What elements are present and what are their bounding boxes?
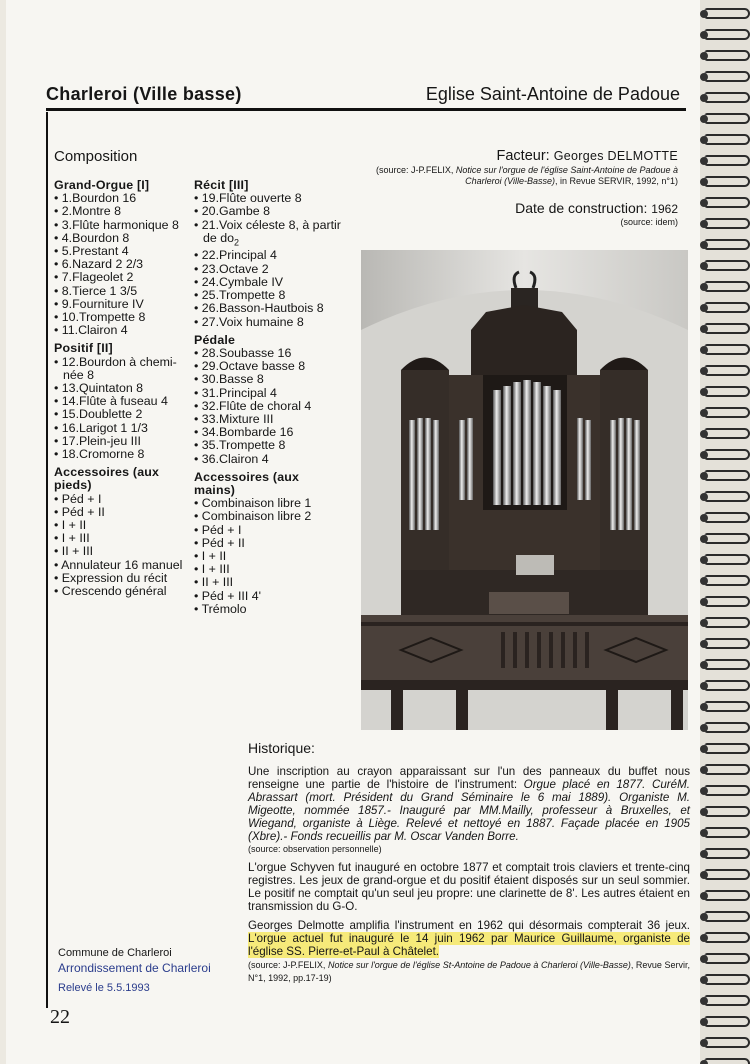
binding-hole bbox=[700, 745, 708, 753]
binding-hole bbox=[700, 598, 708, 606]
historique-paragraph-1 bbox=[248, 766, 690, 856]
pedale-title: Pédale bbox=[194, 332, 236, 347]
stop-item: • 29.Octave basse 8 bbox=[194, 360, 354, 373]
do-text: de do bbox=[203, 230, 235, 245]
stop-item: • 25.Trompette 8 bbox=[194, 289, 354, 302]
accessory-item: • II + III bbox=[54, 545, 194, 558]
facteur-name: Georges DELMOTTE bbox=[553, 149, 678, 163]
binding-hole bbox=[700, 241, 708, 249]
spiral-coil bbox=[704, 869, 750, 880]
stop-item: • 4.Bourdon 8 bbox=[54, 232, 194, 245]
spiral-coil bbox=[704, 92, 750, 103]
spiral-coil bbox=[704, 197, 750, 208]
stop-item: • 10.Trompette 8 bbox=[54, 311, 194, 324]
spiral-coil bbox=[704, 785, 750, 796]
organ-image bbox=[361, 250, 688, 730]
binding-hole bbox=[700, 1018, 708, 1026]
spiral-coil bbox=[704, 764, 750, 775]
spiral-coil bbox=[704, 113, 750, 124]
stop-item: • 22.Principal 4 bbox=[194, 249, 354, 262]
stop-item: • 33.Mixture III bbox=[194, 413, 354, 426]
spiral-coil bbox=[704, 365, 750, 376]
spiral-coil bbox=[704, 659, 750, 670]
binding-hole bbox=[700, 52, 708, 60]
pedale-list bbox=[194, 347, 354, 466]
spiral-coil bbox=[704, 995, 750, 1006]
organ-photograph bbox=[361, 250, 688, 730]
spiral-coil bbox=[704, 218, 750, 229]
stop-item: • 1.Bourdon 16 bbox=[54, 192, 194, 205]
spiral-coil bbox=[704, 512, 750, 523]
binding-hole bbox=[700, 430, 708, 438]
stop-item: • 16.Larigot 1 1/3 bbox=[54, 422, 194, 435]
binding-hole bbox=[700, 913, 708, 921]
stop-item: • 11.Clairon 4 bbox=[54, 324, 194, 337]
facteur-label: Facteur: bbox=[496, 148, 550, 164]
binding-hole bbox=[700, 115, 708, 123]
spiral-coil bbox=[704, 491, 750, 502]
spiral-coil bbox=[704, 890, 750, 901]
binding-hole bbox=[700, 850, 708, 858]
binding-hole bbox=[700, 892, 708, 900]
binding-hole bbox=[700, 136, 708, 144]
binding-hole bbox=[700, 703, 708, 711]
header-church: Eglise Saint-Antoine de Padoue bbox=[425, 84, 680, 104]
accessoires-pieds-list bbox=[54, 493, 194, 599]
binding-hole bbox=[700, 976, 708, 984]
binding-hole bbox=[700, 283, 708, 291]
binding-hole bbox=[700, 367, 708, 375]
binding-hole bbox=[700, 94, 708, 102]
positif-list bbox=[54, 356, 194, 462]
binding-hole bbox=[700, 1060, 708, 1064]
header-city: Charleroi (Ville basse) bbox=[46, 84, 242, 104]
spiral-coil bbox=[704, 617, 750, 628]
accessory-item: • Combinaison libre 1 bbox=[194, 497, 354, 510]
stop-item: • 26.Basson-Hautbois 8 bbox=[194, 302, 354, 315]
spiral-coil bbox=[704, 155, 750, 166]
facteur-source-suffix: , in Revue SERVIR, 1992, n°1) bbox=[555, 176, 678, 186]
spiral-coil bbox=[704, 281, 750, 292]
accessoires-pieds-title: Accessoires (aux pieds) bbox=[54, 465, 160, 493]
stop-item: • 35.Trompette 8 bbox=[194, 439, 354, 452]
spiral-coil bbox=[704, 701, 750, 712]
binding-hole bbox=[700, 304, 708, 312]
binding-hole bbox=[700, 724, 708, 732]
spiral-coil bbox=[704, 806, 750, 817]
spiral-coil bbox=[704, 974, 750, 985]
spiral-coil bbox=[704, 953, 750, 964]
stop-item: • 17.Plein-jeu III bbox=[54, 435, 194, 448]
stop-item: • 19.Flûte ouverte 8 bbox=[194, 192, 354, 205]
historique-p1-source: (source: observation personnelle) bbox=[248, 844, 382, 855]
binding-hole bbox=[700, 514, 708, 522]
binding-hole bbox=[700, 955, 708, 963]
stop-item: • 34.Bombarde 16 bbox=[194, 426, 354, 439]
stop-item: • 13.Quintaton 8 bbox=[54, 382, 194, 395]
accessory-item: • Péd + III 4' bbox=[194, 590, 354, 603]
recit-list bbox=[194, 192, 354, 329]
binding-hole bbox=[700, 178, 708, 186]
historique-p3-source-prefix: (source: J-P.FELIX, bbox=[248, 959, 328, 970]
binding-hole bbox=[700, 451, 708, 459]
stop-item: • 14.Flûte à fuseau 4 bbox=[54, 395, 194, 408]
stop-item: • 20.Gambe 8 bbox=[194, 205, 354, 218]
spiral-coil bbox=[704, 29, 750, 40]
stop-item: • 24.Cymbale IV bbox=[194, 276, 354, 289]
spiral-coil bbox=[704, 596, 750, 607]
construction-source: (source: idem) bbox=[620, 217, 678, 227]
facteur-source-prefix: (source: J-P.FELIX, bbox=[376, 165, 456, 175]
spiral-coil bbox=[704, 554, 750, 565]
do-subscript: 2 bbox=[234, 237, 240, 248]
accessory-item: • I + II bbox=[194, 550, 354, 563]
historique-p3-source-title: Notice sur l'orgue de l'église St-Antoine de Padoue à Charleroi (Ville-Basse) bbox=[327, 959, 631, 970]
binding-hole bbox=[700, 199, 708, 207]
spiral-coil bbox=[704, 323, 750, 334]
spiral-coil bbox=[704, 449, 750, 460]
stop-item: • 6.Nazard 2 2/3 bbox=[54, 258, 194, 271]
spiral-binding bbox=[700, 0, 750, 1064]
binding-hole bbox=[700, 346, 708, 354]
binding-hole bbox=[700, 220, 708, 228]
header-rule bbox=[46, 108, 686, 111]
page-number: 22 bbox=[50, 1006, 70, 1028]
spiral-coil bbox=[704, 680, 750, 691]
stop-item: • 21.Voix céleste 8, à partir bbox=[194, 219, 354, 232]
accessory-item: • Annulateur 16 manuel bbox=[54, 559, 194, 572]
binding-hole bbox=[700, 493, 708, 501]
spiral-coil bbox=[704, 71, 750, 82]
spiral-coil bbox=[704, 260, 750, 271]
spiral-coil bbox=[704, 428, 750, 439]
spiral-coil bbox=[704, 1058, 750, 1064]
binding-hole bbox=[700, 619, 708, 627]
binding-hole bbox=[700, 808, 708, 816]
historique-p3-source-suffix: , Revue Servir, N°1, 1992, pp.17-19) bbox=[248, 959, 690, 983]
spiral-coil bbox=[704, 1016, 750, 1027]
accessoires-mains-list bbox=[194, 497, 354, 616]
stop-item: • 7.Flageolet 2 bbox=[54, 271, 194, 284]
document-page bbox=[6, 0, 700, 1064]
spiral-coil bbox=[704, 638, 750, 649]
accessory-item: • Péd + I bbox=[194, 524, 354, 537]
binding-hole bbox=[700, 787, 708, 795]
stop-item: • 28.Soubasse 16 bbox=[194, 347, 354, 360]
stop-item: • 5.Prestant 4 bbox=[54, 245, 194, 258]
binding-hole bbox=[700, 31, 708, 39]
facteur-source-title: Notice sur l'orgue de l'église Saint-Antoine de Padoue à Charleroi (Ville-Basse) bbox=[455, 165, 678, 186]
accessory-item: • Combinaison libre 2 bbox=[194, 510, 354, 523]
construction-line bbox=[515, 200, 678, 216]
stop-item: • 23.Octave 2 bbox=[194, 263, 354, 276]
accessory-item: • Péd + II bbox=[54, 506, 194, 519]
stop-item: • 18.Cromorne 8 bbox=[54, 448, 194, 461]
spiral-coil bbox=[704, 1037, 750, 1048]
binding-hole bbox=[700, 388, 708, 396]
stop-item-continuation: née 8 bbox=[63, 367, 95, 382]
binding-hole bbox=[700, 556, 708, 564]
spiral-coil bbox=[704, 239, 750, 250]
stop-item-continuation bbox=[194, 232, 354, 250]
facteur-source bbox=[358, 165, 678, 187]
binding-hole bbox=[700, 10, 708, 18]
historique-paragraph-2: L'orgue Schyven fut inauguré en octobre 1877 et comptait trois claviers et trente-cinq registres. Les jeux de grand-orgue et du positif étaient disposés sur un seul sommier. Le positif ne comptait qu'un seul jeu propre: une clarinette de 8'. Les autres étaient en transmission du G-O. bbox=[248, 861, 690, 914]
accessory-item: • Péd + I bbox=[54, 493, 194, 506]
construction-label: Date de construction: bbox=[515, 200, 648, 216]
binding-hole bbox=[700, 829, 708, 837]
footer-releve: Relevé le 5.5.1993 bbox=[58, 982, 150, 994]
spiral-coil bbox=[704, 134, 750, 145]
spiral-coil bbox=[704, 848, 750, 859]
positif-title: Positif [II] bbox=[54, 341, 113, 356]
accessory-item: • I + III bbox=[54, 532, 194, 545]
binding-hole bbox=[700, 871, 708, 879]
accessory-item: • I + II bbox=[54, 519, 194, 532]
accessory-item: • Crescendo général bbox=[54, 585, 194, 598]
historique-p3-text: Georges Delmotte amplifia l'instrument en 1962 qui désormais compterait 36 jeux. bbox=[248, 918, 690, 932]
binding-hole bbox=[700, 934, 708, 942]
composition-column-2 bbox=[194, 179, 354, 621]
spiral-coil bbox=[704, 743, 750, 754]
footer-commune: Commune de Charleroi bbox=[58, 947, 172, 959]
spiral-coil bbox=[704, 386, 750, 397]
binding-hole bbox=[700, 325, 708, 333]
spiral-coil bbox=[704, 722, 750, 733]
binding-hole bbox=[700, 262, 708, 270]
spiral-coil bbox=[704, 302, 750, 313]
binding-hole bbox=[700, 472, 708, 480]
historique-p1-intro: Une inscription au crayon apparaissant sur l'un des panneaux du buffet nous renseigne une partie de l'histoire de l'instrument: bbox=[248, 765, 690, 791]
binding-hole bbox=[700, 640, 708, 648]
spiral-coil bbox=[704, 50, 750, 61]
binding-hole bbox=[700, 73, 708, 81]
historique-p1-inscription: Orgue placé en 1877. CuréM. Abrassart (mort. Président du Grand Séminaire le 6 mai 1889). Organiste M. Migeotte, nommée 1857.- Inauguré par MM.Mailly, professeur à Bruxelles, et Wiegand, organiste à Liège. Relevé et nettoyé en 1887. Façade placée en 1905 (Xbre).- Fonds recueillis par M. Oscar Vanden Borre. bbox=[248, 777, 690, 843]
accessory-item: • Expression du récit bbox=[54, 572, 194, 585]
accessoires-mains-title: Accessoires (aux mains) bbox=[194, 469, 300, 497]
accessory-item: • I + III bbox=[194, 563, 354, 576]
spiral-coil bbox=[704, 176, 750, 187]
binding-hole bbox=[700, 766, 708, 774]
historique-p3-source bbox=[248, 959, 690, 985]
recit-title: Récit [III] bbox=[194, 178, 249, 192]
binding-hole bbox=[700, 997, 708, 1005]
binding-hole bbox=[700, 661, 708, 669]
spiral-coil bbox=[704, 407, 750, 418]
stop-item: • 2.Montre 8 bbox=[54, 205, 194, 218]
spiral-coil bbox=[704, 344, 750, 355]
stop-item: • 15.Doublette 2 bbox=[54, 408, 194, 421]
binding-hole bbox=[700, 157, 708, 165]
spiral-coil bbox=[704, 8, 750, 19]
margin-rule bbox=[46, 112, 48, 1008]
footer-arrondissement: Arrondissement de Charleroi bbox=[58, 961, 211, 975]
accessory-item: • Péd + II bbox=[194, 537, 354, 550]
spiral-coil bbox=[704, 911, 750, 922]
spiral-coil bbox=[704, 575, 750, 586]
stop-item: • 8.Tierce 1 3/5 bbox=[54, 285, 194, 298]
grand-orgue-list bbox=[54, 192, 194, 337]
spiral-coil bbox=[704, 932, 750, 943]
historique-title: Historique: bbox=[248, 740, 315, 756]
spiral-coil bbox=[704, 533, 750, 544]
stop-item: • 9.Fourniture IV bbox=[54, 298, 194, 311]
historique-paragraph-3 bbox=[248, 920, 690, 985]
stop-item: • 3.Flûte harmonique 8 bbox=[54, 219, 194, 232]
binding-hole bbox=[700, 1039, 708, 1047]
facteur-line bbox=[497, 148, 679, 164]
stop-item: • 30.Basse 8 bbox=[194, 373, 354, 386]
stop-item: • 36.Clairon 4 bbox=[194, 453, 354, 466]
historique-p3-highlight: L'orgue actuel fut inauguré le 14 juin 1962 par Maurice Guillaume, organiste de l'église SS. Pierre-et-Paul à Châtelet. bbox=[248, 931, 690, 958]
binding-hole bbox=[700, 577, 708, 585]
stop-item: • 32.Flûte de choral 4 bbox=[194, 400, 354, 413]
stop-item: • 27.Voix humaine 8 bbox=[194, 316, 354, 329]
composition-title: Composition bbox=[54, 148, 138, 165]
grand-orgue-title: Grand-Orgue [I] bbox=[54, 178, 150, 192]
stop-item: • 12.Bourdon à chemi- bbox=[54, 356, 194, 369]
spiral-coil bbox=[704, 827, 750, 838]
stop-item: • 31.Principal 4 bbox=[194, 387, 354, 400]
historique-body bbox=[248, 766, 690, 991]
composition-column-1 bbox=[54, 179, 194, 603]
binding-hole bbox=[700, 682, 708, 690]
binding-hole bbox=[700, 409, 708, 417]
construction-value: 1962 bbox=[651, 202, 678, 216]
spiral-coil bbox=[704, 470, 750, 481]
binding-hole bbox=[700, 535, 708, 543]
accessory-item: • Trémolo bbox=[194, 603, 354, 616]
accessory-item: • II + III bbox=[194, 576, 354, 589]
